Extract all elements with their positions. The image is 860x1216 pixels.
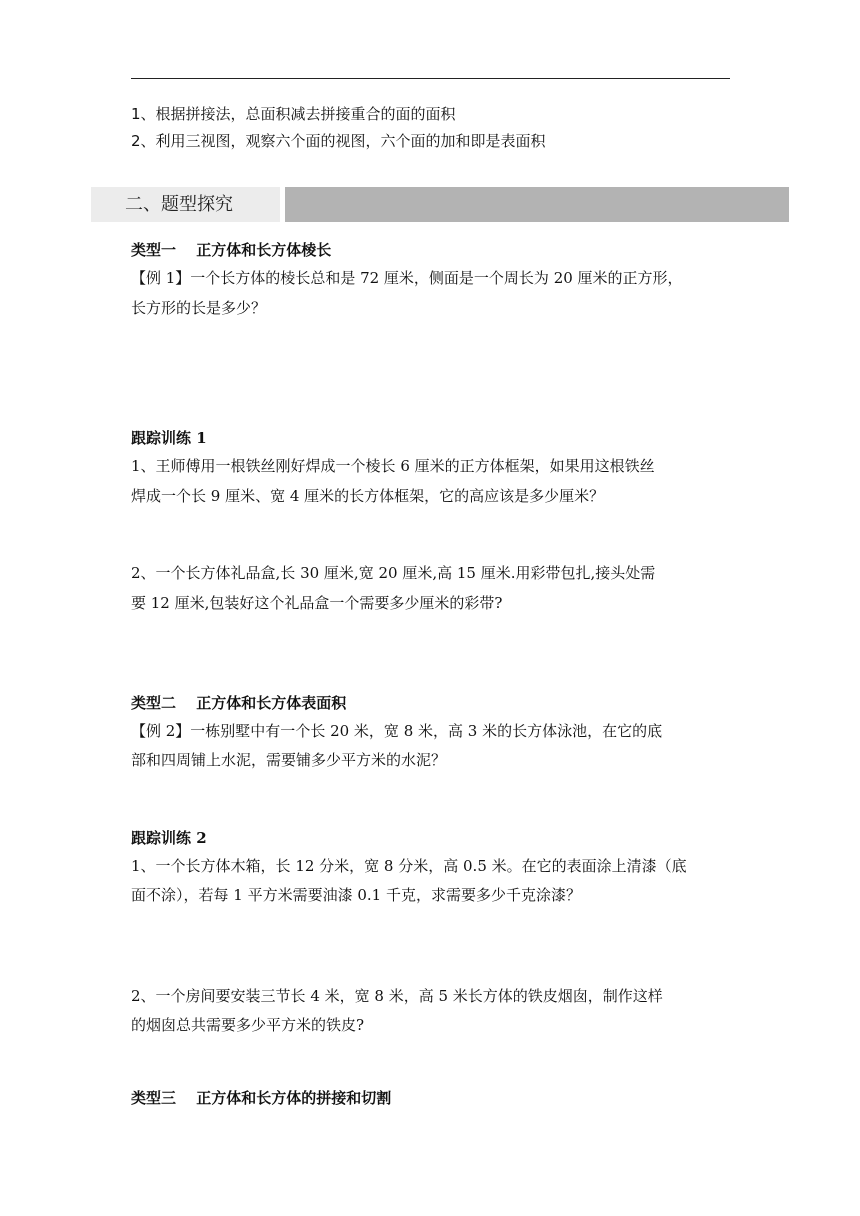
training1-heading: 跟踪训练 1: [131, 429, 207, 447]
training1-q2-line-2: 要 12 厘米,包装好这个礼品盒一个需要多少厘米的彩带?: [131, 594, 503, 612]
training2-q2-line-2: 的烟囱总共需要多少平方米的铁皮?: [131, 1016, 365, 1034]
training1-q1-line-2: 焊成一个长 9 厘米、宽 4 厘米的长方体框架，它的高应该是多少厘米？: [131, 487, 605, 505]
example2-line-1: 【例 2】一栋别墅中有一个长 20 米，宽 8 米，高 3 米的长方体泳池，在它的底: [131, 722, 663, 740]
section-header: [91, 187, 789, 222]
intro-line-1: 1、根据拼接法，总面积减去拼接重合的面的面积: [131, 105, 456, 123]
top-rule: [131, 78, 730, 79]
type3-heading: 类型三 正方体和长方体的拼接和切割: [131, 1089, 392, 1107]
example1-line-1: 【例 1】一个长方体的棱长总和是 72 厘米，侧面是一个周长为 20 厘米的正方形，: [131, 269, 683, 287]
type2-heading: 类型二 正方体和长方体表面积: [131, 694, 347, 712]
section-title: 二、题型探究: [91, 187, 280, 222]
example1-line-2: 长方形的长是多少？: [131, 299, 267, 317]
training2-q2-line-1: 2、一个房间要安装三节长 4 米，宽 8 米，高 5 米长方体的铁皮烟囱，制作这样: [131, 987, 663, 1005]
training1-q2-line-1: 2、一个长方体礼品盒,长 30 厘米,宽 20 厘米,高 15 厘米.用彩带包扎,接头处需: [131, 564, 656, 582]
training2-q1-line-1: 1、一个长方体木箱，长 12 分米，宽 8 分米，高 0.5 米。在它的表面涂上清漆（底: [131, 857, 687, 875]
section-header-fill: [285, 187, 789, 222]
training2-q1-line-2: 面不涂），若每 1 平方米需要油漆 0.1 千克，求需要多少千克涂漆？: [131, 886, 581, 904]
training2-heading: 跟踪训练 2: [131, 829, 207, 847]
intro-line-2: 2、利用三视图，观察六个面的视图，六个面的加和即是表面积: [131, 132, 546, 150]
type1-heading: 类型一 正方体和长方体棱长: [131, 241, 332, 259]
training1-q1-line-1: 1、王师傅用一根铁丝刚好焊成一个棱长 6 厘米的正方体框架，如果用这根铁丝: [131, 457, 655, 475]
example2-line-2: 部和四周铺上水泥，需要铺多少平方米的水泥？: [131, 751, 447, 769]
